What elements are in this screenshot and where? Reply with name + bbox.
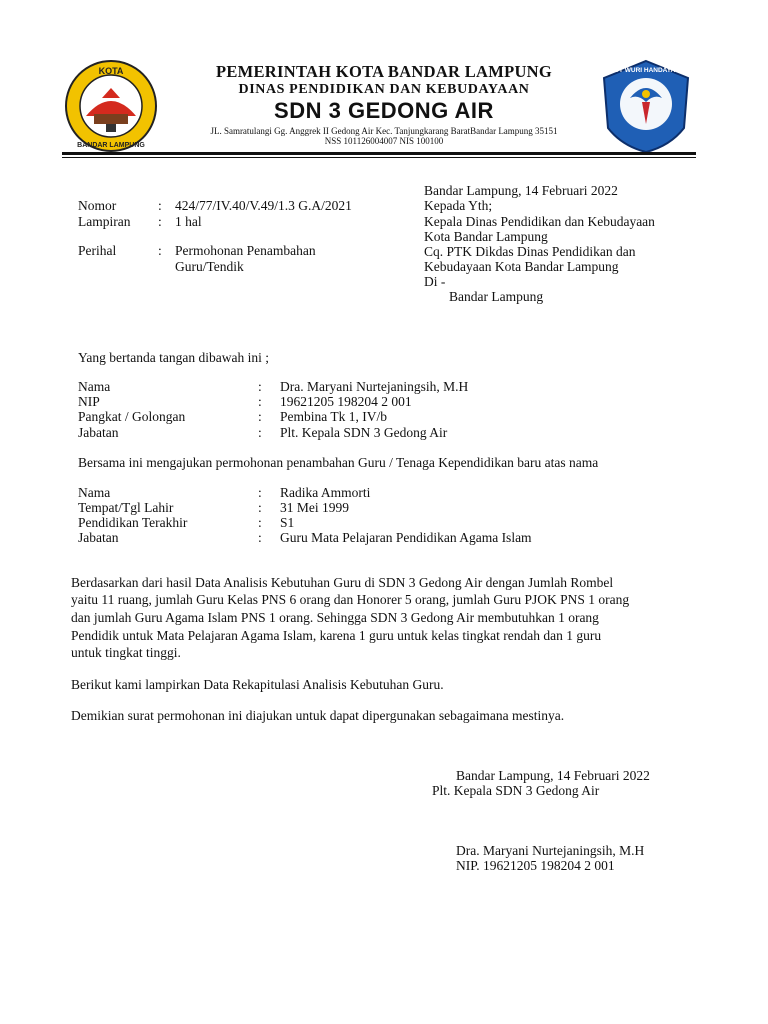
signer-pangkat-label: Pangkat / Golongan [78,409,186,424]
lampiran-label: Lampiran [78,214,131,229]
signer-nama-value: Dra. Maryani Nurtejaningsih, M.H [280,379,469,394]
perihal-value-1: Permohonan Penambahan [175,243,316,258]
body-p1-line-4: Pendidik untuk Mata Pelajaran Agama Islam, karena 1 guru untuk kelas tingkat rendah dan 1 guru [71,628,602,643]
candidate-nama-colon: : [258,485,262,500]
letterhead-government: PEMERINTAH KOTA BANDAR LAMPUNG [215,62,553,81]
body-p1-line-3: dan jumlah Guru Agama Islam PNS 1 orang. Sehingga SDN 3 Gedong Air membutuhkan 1 orang [71,610,599,625]
candidate-ttl-label: Tempat/Tgl Lahir [78,500,174,515]
signer-nama-colon: : [258,379,262,394]
closing-position: Plt. Kepala SDN 3 Gedong Air [432,783,600,798]
intro-text: Yang bertanda tangan dibawah ini ; [78,350,269,365]
letterhead-school: SDN 3 GEDONG AIR [274,98,494,123]
signer-pangkat-value: Pembina Tk 1, IV/b [280,409,387,424]
candidate-jabatan-value: Guru Mata Pelajaran Pendidikan Agama Islam [280,530,532,545]
closing-date: Bandar Lampung, 14 Februari 2022 [456,768,650,783]
signer-nip-colon: : [258,394,262,409]
candidate-ttl-colon: : [258,500,262,515]
nomor-value: 424/77/IV.40/V.49/1.3 G.A/2021 [175,198,352,213]
perihal-label: Perihal [78,243,117,258]
recipient-kepada: Kepada Yth; [424,198,493,213]
perihal-colon: : [158,243,162,258]
candidate-ttl-value: 31 Mei 1999 [280,500,349,515]
signer-nip-value: 19621205 198204 2 001 [280,394,412,409]
perihal-value-2: Guru/Tendik [175,259,244,274]
candidate-pendidikan-colon: : [258,515,262,530]
candidate-nama-value: Radika Ammorti [280,485,371,500]
recipient-line-3: Cq. PTK Dikdas Dinas Pendidikan dan [424,244,636,259]
logo-text-kota: KOTA [98,66,124,76]
logo-text-tut-wuri: TUT WURI HANDAYANI [610,67,682,74]
candidate-jabatan-label: Jabatan [78,530,119,545]
candidate-pendidikan-value: S1 [280,515,295,530]
body-p1-line-5: untuk tingkat tinggi. [71,645,181,660]
letterhead-rule-thin [62,157,696,158]
body-p1-line-1: Berdasarkan dari hasil Data Analisis Kebutuhan Guru di SDN 3 Gedong Air dengan Jumlah Rombel [71,575,614,590]
candidate-pendidikan-label: Pendidikan Terakhir [78,515,188,530]
request-intro: Bersama ini mengajukan permohonan penambahan Guru / Tenaga Kependidikan baru atas nama [78,455,599,470]
recipient-line-4: Kebudayaan Kota Bandar Lampung [424,259,619,274]
closing-name: Dra. Maryani Nurtejaningsih, M.H [456,843,645,858]
lampiran-colon: : [158,214,162,229]
candidate-jabatan-colon: : [258,530,262,545]
letterhead-department: DINAS PENDIDIKAN DAN KEBUDAYAAN [238,82,530,97]
recipient-line-1: Kepala Dinas Pendidikan dan Kebudayaan [424,214,655,229]
body-p3: Demikian surat permohonan ini diajukan untuk dapat dipergunakan sebagaimana mestinya. [71,708,565,723]
closing-nip: NIP. 19621205 198204 2 001 [456,858,615,873]
body-p2: Berikut kami lampirkan Data Rekapitulasi Analisis Kebutuhan Guru. [71,677,444,692]
letter-date: Bandar Lampung, 14 Februari 2022 [424,183,618,198]
recipient-city: Bandar Lampung [449,289,544,304]
candidate-nama-label: Nama [78,485,111,500]
signer-pangkat-colon: : [258,409,262,424]
body-p1-line-2: yaitu 11 ruang, jumlah Guru Kelas PNS 6 orang dan Honorer 5 orang, jumlah Guru PJOK PNS 1 orang [71,592,630,607]
recipient-line-2: Kota Bandar Lampung [424,229,548,244]
nomor-colon: : [158,198,162,213]
signer-jabatan-label: Jabatan [78,425,119,440]
logo-text-bandar-lampung: BANDAR LAMPUNG [77,142,145,149]
recipient-di: Di - [424,274,446,289]
signer-nip-label: NIP [78,394,100,409]
signer-jabatan-colon: : [258,425,262,440]
letterhead-nss-nis: NSS 101126004007 NIS 100100 [324,136,444,146]
signer-nama-label: Nama [78,379,111,394]
lampiran-value: 1 hal [175,214,202,229]
signer-jabatan-value: Plt. Kepala SDN 3 Gedong Air [280,425,448,440]
nomor-label: Nomor [78,198,117,213]
letterhead-rule-thick [62,152,696,155]
letterhead-address: JL. Samratulangi Gg. Anggrek II Gedong Air Kec. Tanjungkarang BaratBandar Lampung 35151 [210,126,558,136]
